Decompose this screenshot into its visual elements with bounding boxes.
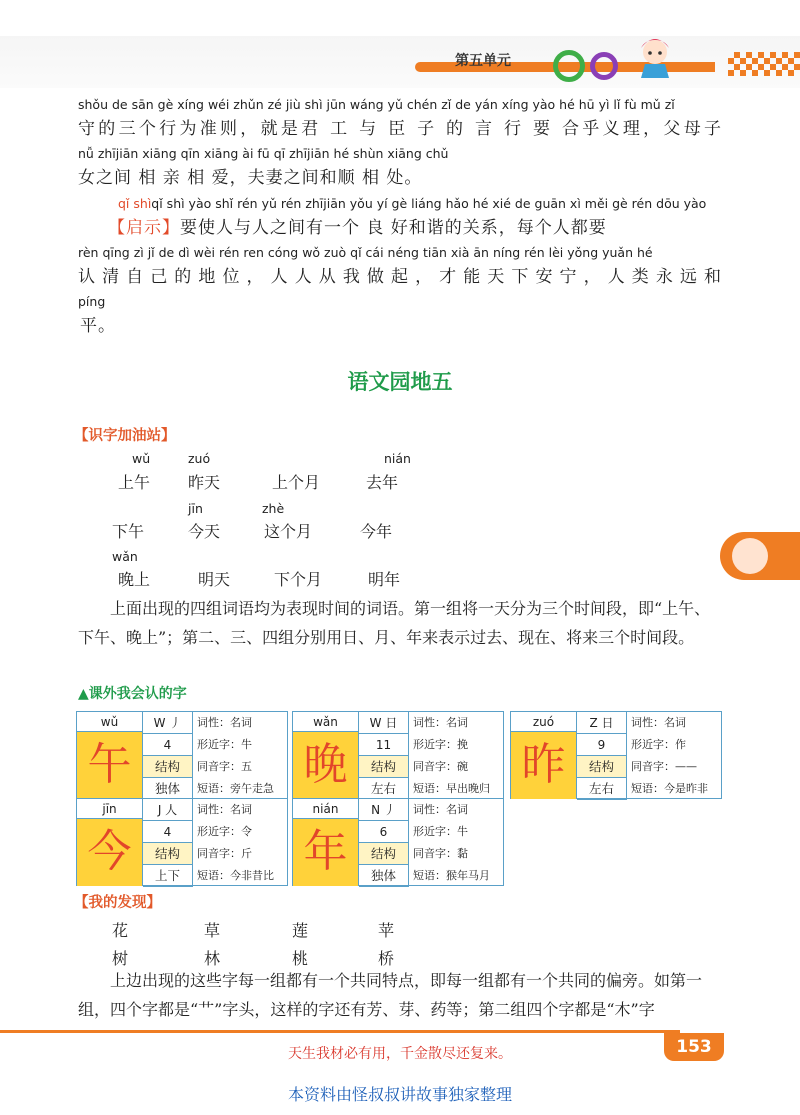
my-discovery-heading: 【我的发现】 — [74, 895, 161, 911]
pinyin-line-1: shǒu de sān gè xíng wéi zhǔn zé jiù shì jūn wáng yǔ chén zǐ de yán xíng yào hé hū yì lǐ fù mǔ zǐ — [78, 97, 675, 112]
text-line-4: 认清自己的地位，人人从我做起，才能天下安宁，人类永远和 — [78, 267, 722, 287]
card-character: 今 — [77, 819, 143, 886]
discovery-char: 树 — [112, 949, 129, 968]
discovery-char: 苹 — [378, 921, 395, 940]
footer-line — [0, 1030, 680, 1033]
card-strokes: 4 — [143, 734, 193, 756]
card-structure-label: 结构 — [577, 756, 627, 778]
pinyin-line-4: rèn qīng zì jǐ de dì wèi rén ren cóng wǒ zuò qǐ cái néng tiān xià ān níng rén lèi yǒng yuǎn hé — [78, 245, 653, 260]
word: 下个月 — [274, 570, 323, 589]
card-phrase: 短语：今非昔比 — [197, 869, 274, 882]
word: 昨天 — [188, 473, 221, 492]
text-line-1: 守的三个行为准则，就是君 工 与 臣 子 的 言 行 要 合乎义理，父母子 — [78, 119, 722, 139]
card-strokes: 11 — [359, 734, 409, 756]
card-strokes: 9 — [577, 734, 627, 756]
card-structure-label: 结构 — [143, 756, 193, 778]
char-card — [76, 798, 288, 886]
card-pinyin: wǔ — [77, 712, 143, 732]
green-ring-icon — [553, 50, 585, 82]
card-strokes: 6 — [359, 821, 409, 843]
card-pos: 词性：名词 — [631, 716, 686, 729]
girl-mascot-icon — [625, 34, 685, 80]
card-structure-label: 结构 — [359, 843, 409, 865]
word-pinyin: wǔ — [132, 451, 151, 466]
pinyin-line-3 — [118, 196, 706, 211]
card-pinyin: wǎn — [293, 712, 359, 732]
card-homophone: 同音字：斤 — [197, 847, 252, 860]
pinyin-line-5: píng — [78, 294, 106, 309]
discovery-paragraph: 上边出现的这些字每一组都有一个共同特点，即每一组都有一个共同的偏旁。如第一组，四个字都是“艹”字头，这样的字还有芳、芽、药等；第二组四个字都是“木”字 — [78, 971, 703, 1019]
card-phrase: 短语：旁午走急 — [197, 782, 274, 795]
card-similar: 形近字：牛 — [413, 825, 468, 838]
card-similar: 形近字：牛 — [197, 738, 252, 751]
card-character: 年 — [293, 819, 359, 886]
card-pos: 词性：名词 — [413, 716, 468, 729]
card-character: 昨 — [511, 732, 577, 799]
word-pinyin: zhè — [262, 501, 285, 516]
card-pinyin: nián — [293, 799, 359, 819]
word: 明年 — [368, 570, 401, 589]
card-homophone: 同音字：碗 — [413, 760, 468, 773]
card-phrase: 短语：猴年马月 — [413, 869, 490, 882]
card-pos: 词性：名词 — [413, 803, 468, 816]
card-structure: 左右 — [359, 778, 409, 800]
source-note: 本资料由怪叔叔讲故事独家整理 — [287, 1085, 512, 1104]
card-radical: Z 日 — [577, 712, 627, 734]
card-pinyin: zuó — [511, 712, 577, 732]
footer-motto: 天生我材必有用，千金散尽还复来。 — [288, 1046, 512, 1062]
explanation-paragraph: 上面出现的四组词语均为表现时间的词语。第一组将一天分为三个时间段，即“上午、下午、晚上”；第二、三、四组分别用日、月、年来表示过去、现在、将来三个时间段。 — [78, 599, 711, 647]
card-phrase: 短语：早出晚归 — [413, 782, 490, 795]
text-line-3 — [108, 213, 722, 238]
word: 今天 — [188, 522, 221, 541]
card-homophone: 同音字：—— — [631, 760, 697, 773]
card-radical: N 丿 — [359, 799, 409, 821]
purple-ring-icon — [590, 52, 618, 80]
word: 下午 — [112, 522, 145, 541]
cartoon-face-icon — [732, 538, 768, 574]
card-structure-label: 结构 — [143, 843, 193, 865]
card-similar: 形近字：挽 — [413, 738, 468, 751]
card-strokes: 4 — [143, 821, 193, 843]
char-card — [292, 798, 504, 886]
literacy-station-heading: 【识字加油站】 — [74, 428, 176, 444]
card-structure: 独体 — [359, 865, 409, 887]
discovery-char: 林 — [204, 949, 221, 968]
word-pinyin: zuó — [188, 451, 211, 466]
pinyin-line-2: nǚ zhījiān xiāng qīn xiāng ài fū qī zhījiān hé shùn xiāng chǔ — [78, 146, 449, 161]
discovery-char: 桃 — [292, 949, 309, 968]
card-structure: 左右 — [577, 778, 627, 800]
word: 上午 — [118, 473, 151, 492]
card-character: 午 — [77, 732, 143, 799]
card-structure: 上下 — [143, 865, 193, 887]
char-card — [76, 711, 288, 799]
word: 去年 — [366, 473, 399, 492]
qishi-label: 【启示】 — [108, 218, 180, 238]
card-radical: J 人 — [143, 799, 193, 821]
text-line-2: 女之间 相 亲 相 爱，夫妻之间和顺 相 处。 — [78, 168, 423, 188]
card-character: 晚 — [293, 732, 359, 799]
unit-title: 第五单元 — [455, 53, 511, 69]
card-pos: 词性：名词 — [197, 803, 252, 816]
card-radical: W 丿 — [143, 712, 193, 734]
card-structure: 独体 — [143, 778, 193, 800]
extra-chars-heading: ▲课外我会认的字 — [78, 686, 187, 702]
word-pinyin: wǎn — [112, 549, 138, 564]
discovery-char: 桥 — [378, 949, 395, 968]
card-pos: 词性：名词 — [197, 716, 252, 729]
word: 晚上 — [118, 570, 151, 589]
card-similar: 形近字：令 — [197, 825, 252, 838]
word: 这个月 — [264, 522, 313, 541]
discovery-char: 草 — [204, 921, 221, 940]
card-radical: W 日 — [359, 712, 409, 734]
page-number: 153 — [664, 1033, 724, 1061]
discovery-char: 莲 — [292, 921, 309, 940]
card-homophone: 同音字：五 — [197, 760, 252, 773]
text-line-5: 平。 — [80, 316, 116, 336]
card-pinyin: jīn — [77, 799, 143, 819]
qishi-pinyin: qǐ shì — [118, 196, 152, 211]
card-structure-label: 结构 — [359, 756, 409, 778]
word-pinyin: nián — [384, 451, 411, 466]
text-line-3-body: 要使人与人之间有一个 良 好和谐的关系，每个人都要 — [180, 218, 607, 238]
char-card — [292, 711, 504, 799]
word: 明天 — [198, 570, 231, 589]
card-similar: 形近字：作 — [631, 738, 686, 751]
char-card — [510, 711, 722, 799]
discovery-char: 花 — [112, 921, 129, 940]
word: 上个月 — [272, 473, 321, 492]
section-title: 语文园地五 — [347, 369, 453, 394]
card-phrase: 短语：今是昨非 — [631, 782, 708, 795]
pinyin-line-3-text: qǐ shì yào shǐ rén yǔ rén zhījiān yǒu yí gè liáng hǎo hé xié de guān xì měi gè rén dōu yào — [151, 196, 707, 211]
word: 今年 — [360, 522, 393, 541]
word-pinyin: jīn — [188, 501, 203, 516]
card-homophone: 同音字：黏 — [413, 847, 468, 860]
checker-decoration — [728, 52, 800, 76]
